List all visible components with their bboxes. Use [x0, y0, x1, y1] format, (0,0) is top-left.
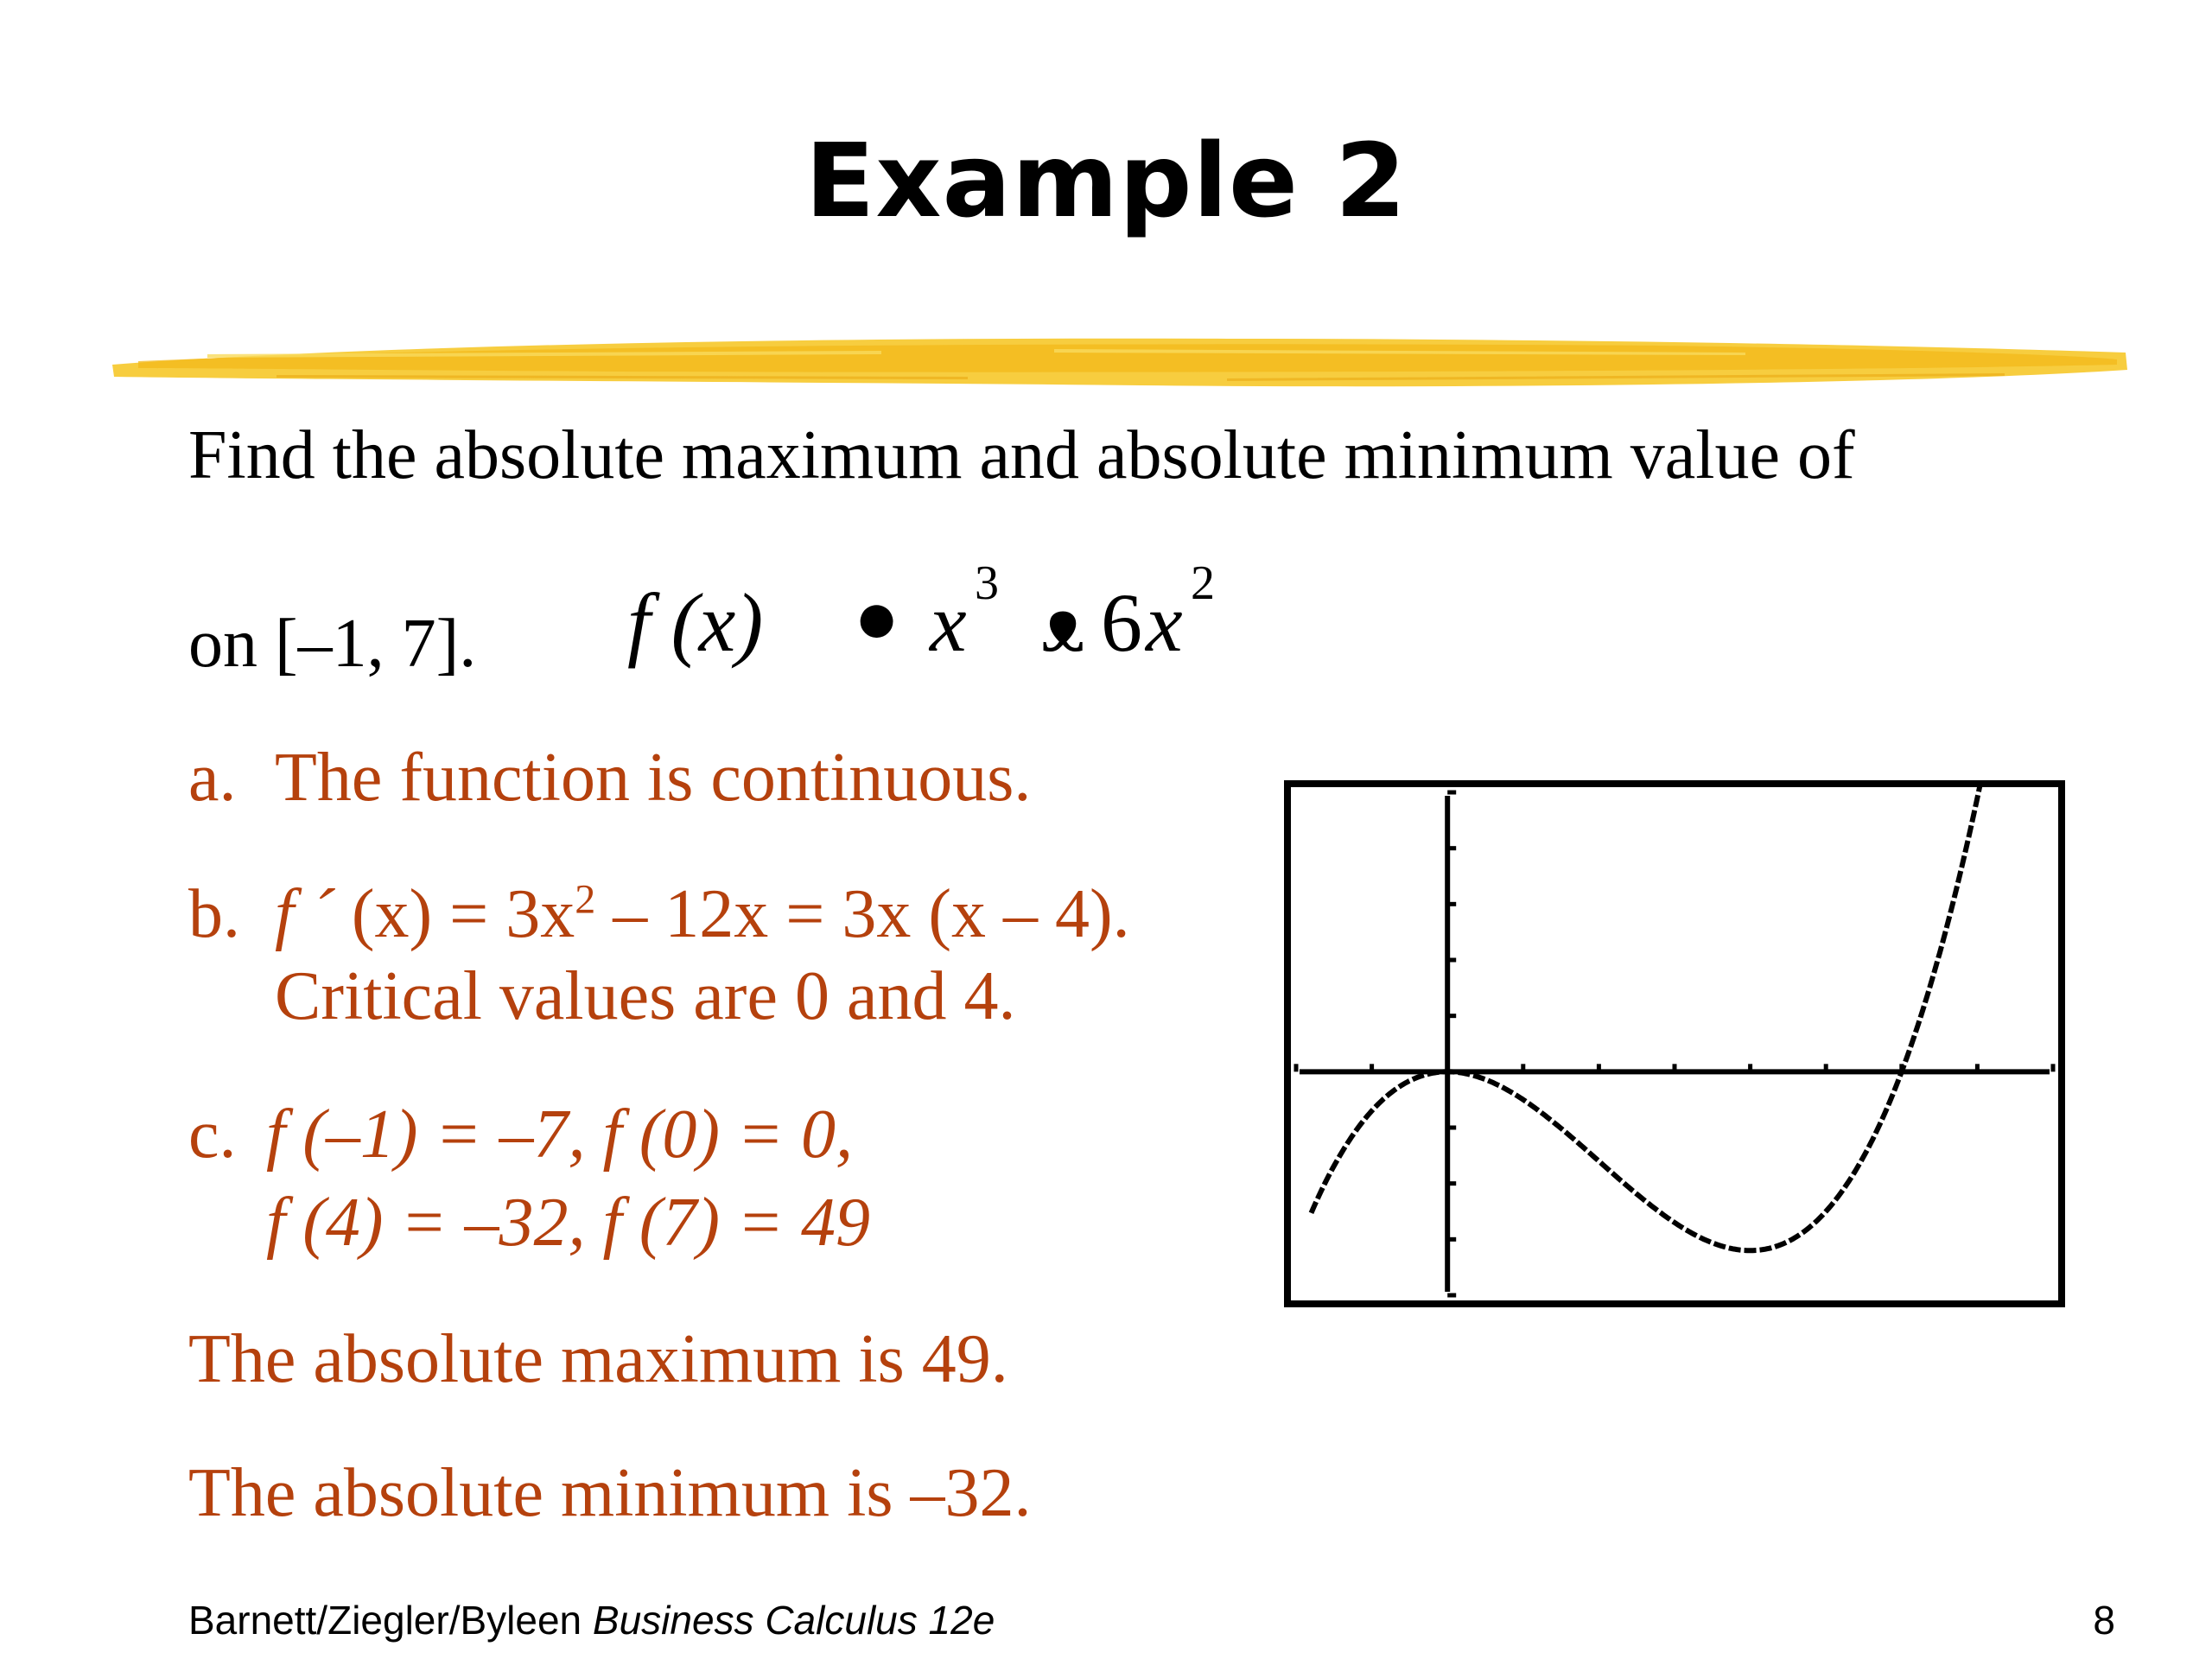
step-a-text: The function is continuous.	[275, 740, 1032, 816]
minus-glyph: ᴥ	[1040, 576, 1086, 669]
formula-exponent-2: 2	[1191, 556, 1215, 610]
formula-exponent-3: 3	[975, 556, 999, 610]
highlighter-stroke-divider	[104, 320, 2134, 397]
formula-x-cubed: x	[930, 576, 967, 669]
interval-label: on [–1, 7].	[188, 606, 477, 682]
graph-frame	[1287, 784, 2062, 1304]
absolute-maximum-statement: The absolute maximum is 49.	[188, 1321, 1008, 1397]
step-c-marker: c.	[188, 1096, 237, 1173]
footer-book-title: Business Calculus 12e	[592, 1598, 995, 1643]
derivative-symbol: f ´	[275, 876, 334, 952]
page-number: 8	[2093, 1598, 2115, 1643]
step-b-marker: b.	[188, 876, 240, 952]
step-b-derivative	[275, 875, 1130, 954]
problem-statement: Find the absolute maximum and absolute minimum value of	[188, 417, 1855, 493]
formula-coefficient: 6	[1101, 576, 1142, 669]
step-b-critical-values: Critical values are 0 and 4.	[275, 958, 1016, 1034]
formula-lhs: f (x)	[627, 576, 764, 669]
formula-x-squared: x	[1146, 576, 1183, 669]
calculator-graph	[1284, 780, 2065, 1307]
footer-credit	[188, 1597, 995, 1643]
absolute-minimum-statement: The absolute minimum is –32.	[188, 1455, 1032, 1531]
step-a-marker: a.	[188, 740, 237, 816]
step-c-values-line1: f (–1) = –7, f (0) = 0,	[266, 1096, 853, 1173]
equals-glyph: ●	[854, 576, 900, 660]
slide-title: Example 2	[804, 121, 1408, 240]
derivative-exponent: 2	[575, 876, 596, 923]
footer-authors: Barnett/Ziegler/Byleen	[188, 1598, 593, 1643]
step-c-values-line2: f (4) = –32, f (7) = 49	[266, 1185, 870, 1261]
derivative-factored: – 12x = 3x (x – 4).	[595, 876, 1130, 952]
derivative-expression: (x) = 3x	[351, 876, 575, 952]
